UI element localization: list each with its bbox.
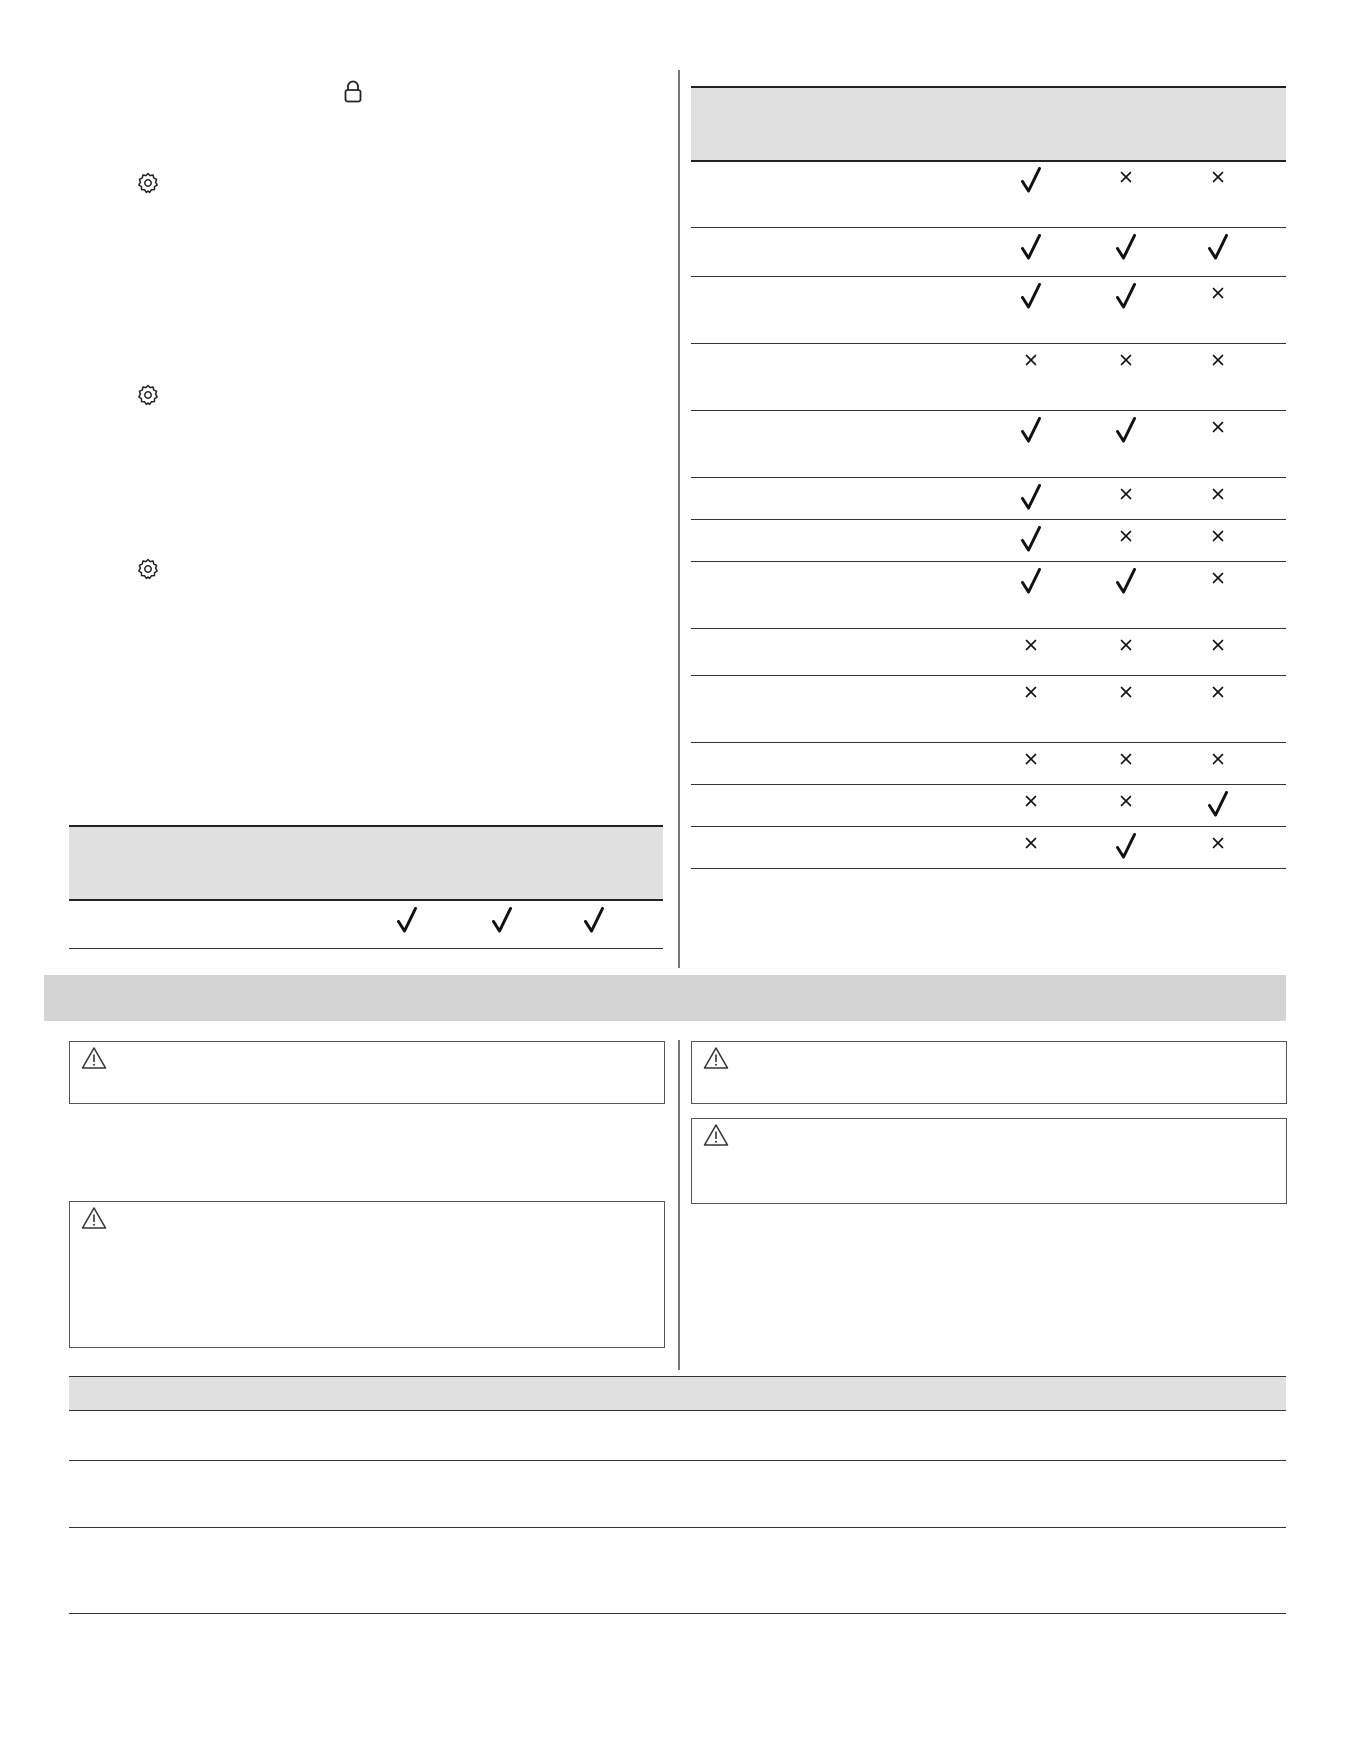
cross-mark-icon [1211,529,1225,543]
table-row-rule [691,519,1286,520]
table-row-rule [691,561,1286,562]
cross-mark-icon [1119,529,1133,543]
table-row-rule [69,1527,1286,1528]
warning-triangle-icon [703,1046,729,1070]
cross-mark-icon [1024,353,1038,367]
table-row-rule [691,784,1286,785]
check-mark-icon [1207,233,1229,261]
table-header-rule [69,1410,1286,1411]
cross-mark-icon [1024,752,1038,766]
check-mark-icon [1115,282,1137,310]
table-row-rule [691,868,1286,869]
warning-box [69,1201,665,1348]
check-mark-icon [1115,233,1137,261]
cross-mark-icon [1211,286,1225,300]
cross-mark-icon [1211,638,1225,652]
table-row-rule [69,1613,1286,1614]
cross-mark-icon [1024,638,1038,652]
cross-mark-icon [1211,685,1225,699]
cross-mark-icon [1211,353,1225,367]
table-row-rule [691,477,1286,478]
table-row-rule [691,160,1286,162]
warning-box [691,1118,1287,1204]
gear-icon [136,557,160,581]
warning-box [69,1041,665,1104]
cross-mark-icon [1211,170,1225,184]
table-row-rule [691,742,1286,743]
cross-mark-icon [1211,487,1225,501]
table-row-rule [691,628,1286,629]
cross-mark-icon [1211,836,1225,850]
table-row-rule [691,227,1286,228]
table-row-rule [69,1460,1286,1461]
check-mark-icon [1115,832,1137,860]
table-header-rule [69,899,663,901]
warning-triangle-icon [81,1046,107,1070]
check-mark-icon [491,906,513,934]
check-mark-icon [1207,790,1229,818]
check-mark-icon [1020,525,1042,553]
check-mark-icon [1115,416,1137,444]
cross-mark-icon [1119,638,1133,652]
warning-triangle-icon [81,1206,107,1230]
warning-box [691,1041,1287,1104]
table-header [69,827,663,899]
cross-mark-icon [1211,420,1225,434]
check-mark-icon [1020,416,1042,444]
cross-mark-icon [1211,752,1225,766]
cross-mark-icon [1119,685,1133,699]
column-divider [678,70,680,968]
lock-icon [343,80,363,104]
check-mark-icon [1020,483,1042,511]
cross-mark-icon [1119,794,1133,808]
cross-mark-icon [1119,487,1133,501]
table-bottom-rule [69,948,663,949]
warning-triangle-icon [703,1123,729,1147]
cross-mark-icon [1119,170,1133,184]
table-row-rule [691,675,1286,676]
table-row-rule [691,276,1286,277]
table-header [69,1377,1286,1410]
cross-mark-icon [1024,685,1038,699]
gear-icon [136,171,160,195]
cross-mark-icon [1024,794,1038,808]
cross-mark-icon [1024,836,1038,850]
section-heading-band [44,975,1286,1021]
table-header [691,88,1286,160]
cross-mark-icon [1119,353,1133,367]
check-mark-icon [1020,282,1042,310]
check-mark-icon [1115,567,1137,595]
check-mark-icon [396,906,418,934]
check-mark-icon [1020,166,1042,194]
column-divider [678,1040,680,1370]
table-row-rule [691,343,1286,344]
table-row-rule [691,410,1286,411]
gear-icon [136,383,160,407]
cross-mark-icon [1119,752,1133,766]
check-mark-icon [1020,233,1042,261]
table-row-rule [691,826,1286,827]
cross-mark-icon [1211,571,1225,585]
check-mark-icon [1020,567,1042,595]
check-mark-icon [583,906,605,934]
